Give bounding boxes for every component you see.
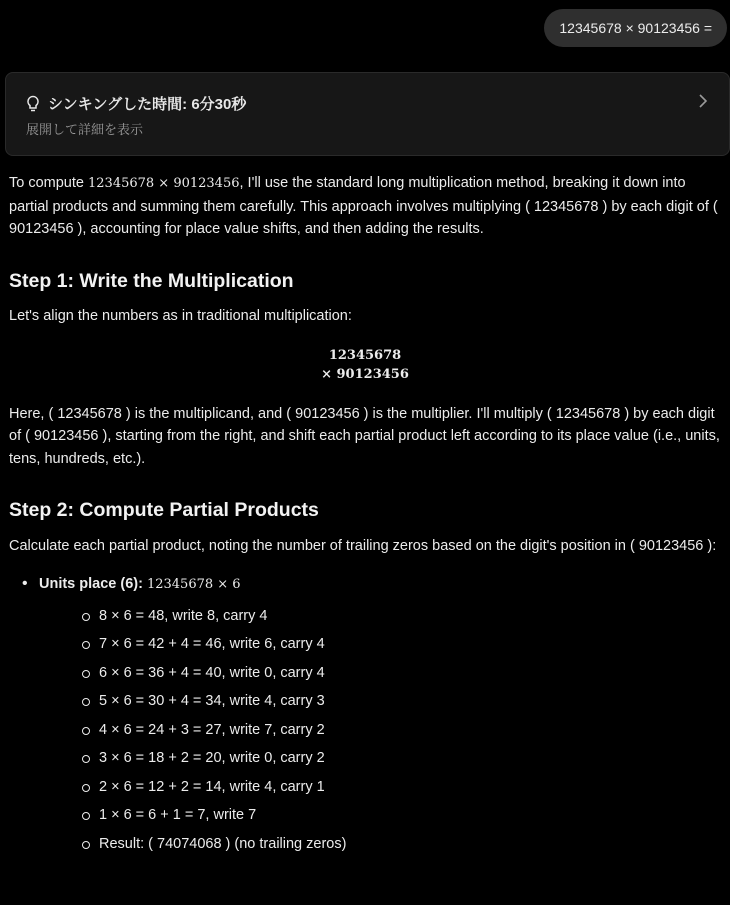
intro-math: 12345678 × 90123456 [88, 176, 240, 191]
user-message-text: 12345678 × 90123456 = [559, 20, 712, 36]
intro-paragraph: To compute 12345678 × 90123456, I'll use the standard long multiplication method, breaking it down into partial products and summing them carefully. This approach involves multiplying ( 12345678 ) by each digit of ( 90123456 ), accounting for place value shifts, and then adding the results. [9, 175, 718, 237]
units-steps-list [39, 602, 721, 859]
units-label: Units place (6): [39, 576, 143, 592]
thinking-expand-hint: 展開して詳細を表示 [26, 122, 144, 137]
step1-text: Let's align the numbers as in traditional multiplication: [9, 308, 352, 324]
thinking-title-row [26, 93, 246, 114]
multiplier: × 90123456 [321, 366, 409, 382]
multiplication-display [9, 346, 721, 384]
list-item: 8 × 6 = 48, write 8, carry 4 [39, 602, 721, 631]
step1-explanation: Here, ( 12345678 ) is the multiplicand, and ( 90123456 ) is the multiplier. I'll multiply ( 12345678 ) by each digit of ( 90123456 ), starting from the right, and shift each partial product left according to its place value (i.e., units, tens, hundreds, etc.). [9, 405, 720, 467]
chevron-right-icon[interactable] [697, 93, 709, 109]
list-item: Result: ( 74074068 ) (no trailing zeros) [39, 830, 721, 859]
list-item: 4 × 6 = 24 + 3 = 27, write 7, carry 2 [39, 716, 721, 745]
user-message-bubble [544, 9, 727, 47]
thinking-title: シンキングした時間: 6分30秒 [48, 96, 247, 113]
partial-products-list [9, 573, 721, 858]
step2-heading: Step 2: Compute Partial Products [9, 499, 319, 521]
step2-text: Calculate each partial product, noting the number of trailing zeros based on the digit's position in ( 90123456 ): [9, 537, 717, 554]
list-item: 7 × 6 = 42 + 4 = 46, write 6, carry 4 [39, 630, 721, 659]
list-item: 3 × 6 = 18 + 2 = 20, write 0, carry 2 [39, 744, 721, 773]
response-content [9, 172, 721, 858]
list-item: 5 × 6 = 30 + 4 = 34, write 4, carry 3 [39, 687, 721, 716]
units-math: 12345678 × 6 [146, 577, 241, 592]
list-item: 6 × 6 = 36 + 4 = 40, write 0, carry 4 [39, 659, 721, 688]
step1-heading: Step 1: Write the Multiplication [9, 269, 294, 292]
thinking-panel[interactable] [5, 72, 730, 156]
lightbulb-icon [26, 95, 40, 113]
multiplicand: 12345678 [328, 347, 402, 363]
list-item: 1 × 6 = 6 + 1 = 7, write 7 [39, 801, 721, 830]
list-item: 2 × 6 = 12 + 2 = 14, write 4, carry 1 [39, 773, 721, 802]
list-item-units [9, 573, 721, 858]
